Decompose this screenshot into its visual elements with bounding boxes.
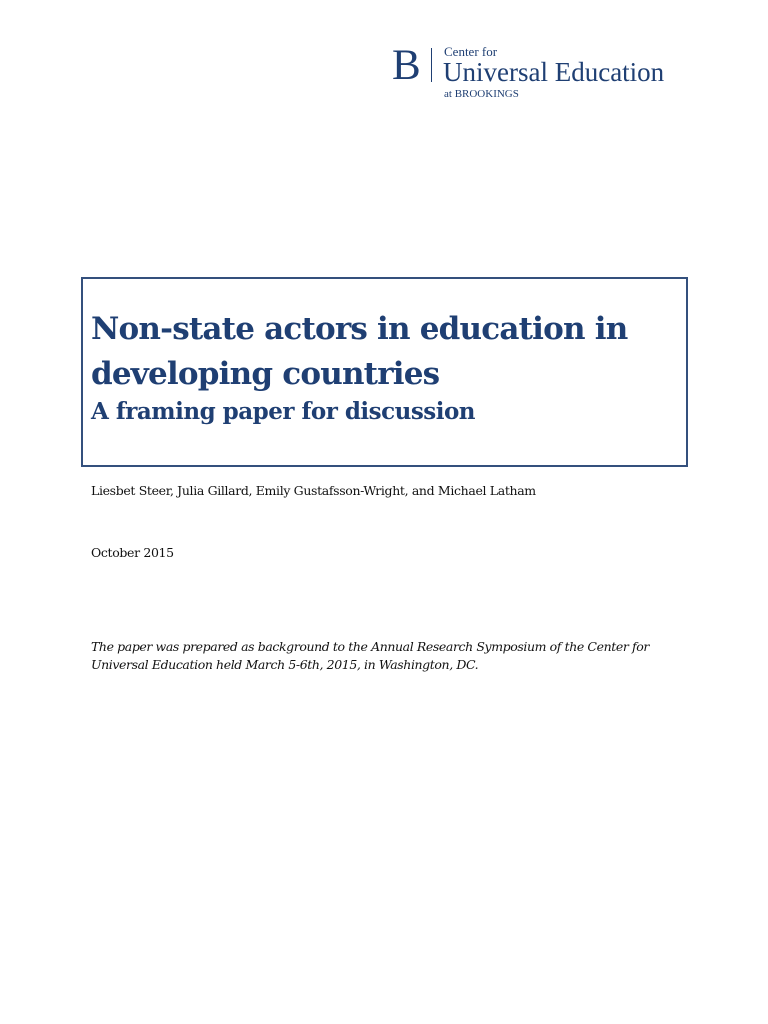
author-list: Liesbet Steer, Julia Gillard, Emily Gustafsson-Wright, and Michael Latham <box>91 483 536 498</box>
logo-divider <box>431 48 432 82</box>
logo-line-universal-education: Universal Education <box>443 57 665 87</box>
title-box <box>81 277 688 467</box>
brookings-logo <box>392 44 692 104</box>
logo-line-center-for: Center for <box>444 44 498 59</box>
background-note: The paper was prepared as background to the Annual Research Symposium of the Center for Universal Education held March 5-6th, 2015, in Washington, DC. <box>91 639 649 672</box>
logo-letter-b: B <box>392 42 421 89</box>
publication-date: October 2015 <box>91 545 174 560</box>
document-title: Non-state actors in education in developing countries <box>91 311 628 392</box>
logo-line-at-brookings: at BROOKINGS <box>444 88 519 100</box>
document-subtitle: A framing paper for discussion <box>91 398 476 425</box>
